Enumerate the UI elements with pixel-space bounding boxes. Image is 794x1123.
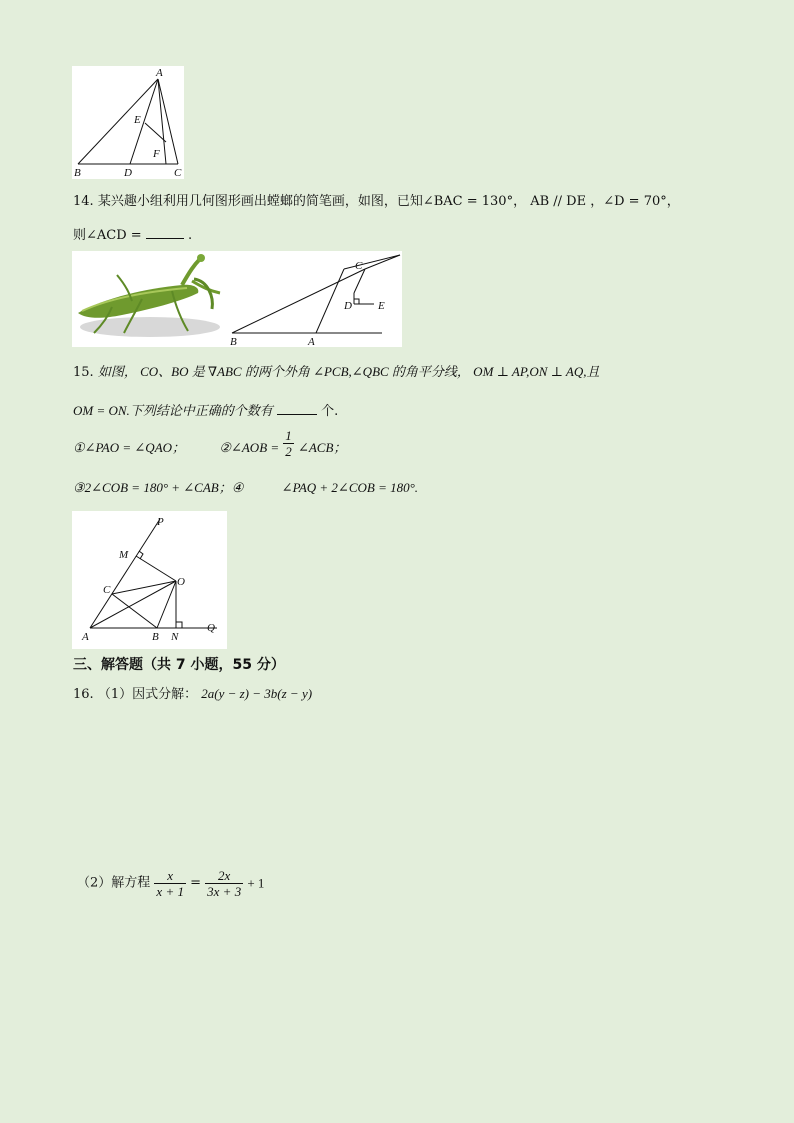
label-P: P [157,516,164,528]
q16-part2-label: （2）解方程 [77,875,151,891]
q15-number: 15. [73,365,94,380]
q15-suffix: 个. [321,404,339,419]
q16-number: 16. [73,687,94,702]
q15-line2 [73,402,338,420]
label-A: A [156,67,163,79]
q15-option2-fraction: $\frac{1}{2}$ [285,428,292,459]
label-D: D [344,300,352,312]
q15-option3: ③2∠COB = 180° + ∠CAB；④ [73,480,244,495]
label-C: C [355,260,363,272]
label-C: C [103,584,111,596]
q15-answer-blank[interactable] [277,402,317,415]
q13-triangle-figure [72,66,184,179]
q14-period: . [187,228,193,243]
label-M: M [119,549,129,561]
q15-angle-bisector-figure [72,511,227,649]
q14-mantis-figure [72,251,402,347]
q16-part1-label: （1）因式分解： [97,687,198,702]
q14-number: 14. [73,194,94,209]
q14-text: 某兴趣小组利用几何图形画出螳螂的简笔画，如图，已知∠BAC = 130°， AB // DE ，∠D = 70°， [97,194,680,209]
label-N: N [171,631,179,643]
q15-option1: ①∠PAO = ∠QAO； [73,440,186,455]
q15-options-row1 [73,428,347,459]
q15-text: 如图， CO、BO 是 ∇ABC 的两个外角 ∠PCB,∠QBC 的角平分线， OM ⊥ AP,ON ⊥ AQ,且 [97,364,600,379]
q13-triangle-svg [72,66,184,179]
q16-part2: （2）解方程 $\frac{x}{x + 1}$ = $\frac{2x}{3x + 3}$ + 1 [77,868,265,899]
label-A: A [308,336,315,347]
label-A: A [82,631,89,643]
label-O: O [177,576,185,588]
q16-part1 [73,686,312,703]
q14-answer-blank[interactable] [146,226,184,239]
q16-part1-expression: 2a(y − z) − 3b(z − y) [201,686,313,701]
section-3-heading: 三、解答题（共 7 小题，55 分） [73,657,285,673]
label-Q: Q [207,622,215,634]
q16-rhs-fraction: $\frac{2x}{3x + 3}$ [207,868,242,899]
q15-prompt: OM = ON.下列结论中正确的个数有 [73,403,273,418]
label-E: E [134,114,141,126]
q15-option4: ∠PAQ + 2∠COB = 180°. [281,480,419,495]
mantis-image [78,254,220,337]
q16-rhs-tail: + 1 [247,875,265,891]
q15-svg [72,511,227,649]
label-B: B [74,167,81,179]
q15-line1 [73,364,599,381]
q14-line1 [73,194,680,210]
q14-prompt: 则∠ACD = [73,228,142,243]
q15-option2-suffix: ∠ACB； [297,440,347,455]
label-E: E [378,300,385,312]
label-C: C [174,167,182,179]
label-B: B [152,631,159,643]
label-F: F [153,148,160,160]
q15-option2-prefix: ②∠AOB = [219,440,280,455]
q16-lhs-fraction: $\frac{x}{x + 1}$ [156,868,184,899]
q15-options-row2 [73,480,418,497]
label-D: D [124,167,132,179]
q14-line2 [73,226,192,244]
q14-mantis-svg [72,251,402,347]
label-B: B [230,336,237,347]
